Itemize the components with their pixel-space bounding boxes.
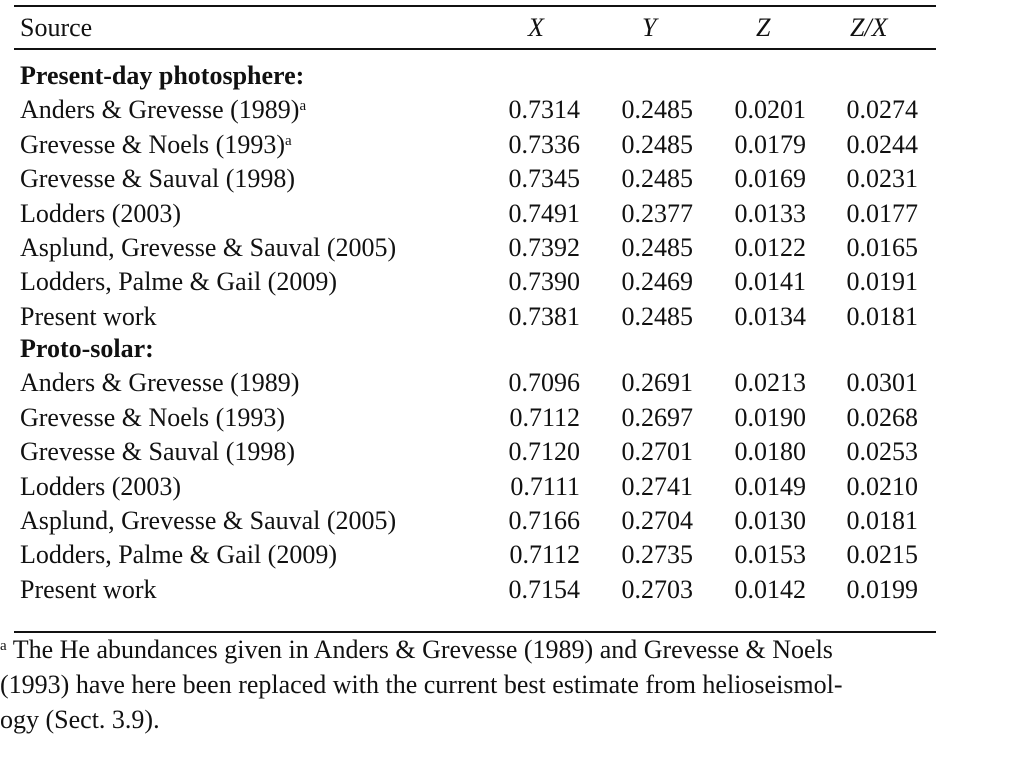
- cell-z: 0.0201: [734, 95, 806, 125]
- cell-zx: 0.0253: [846, 437, 918, 467]
- row-source: [20, 437, 295, 467]
- source-name: Grevesse & Sauval (1998): [20, 164, 296, 194]
- header-z-over-x: Z/X: [850, 13, 888, 42]
- source-name: Lodders, Palme & Gail (2009): [20, 267, 337, 297]
- source-name: Grevesse & Sauval (1998): [20, 437, 296, 467]
- cell-z: 0.0179: [734, 129, 806, 159]
- footnote-text-1: The He abundances given in Anders & Grevesse (1989) and Grevesse & Noels: [12, 635, 833, 664]
- row-source: [20, 233, 396, 263]
- cell-z: 0.0213: [734, 368, 806, 398]
- cell-y: 0.2701: [621, 437, 693, 467]
- cell-zx: 0.0199: [846, 574, 918, 604]
- cell-x: 0.7390: [508, 267, 580, 297]
- row-source: [20, 130, 292, 160]
- cell-zx: 0.0244: [846, 129, 918, 159]
- cell-y: 0.2377: [621, 198, 693, 228]
- cell-zx: 0.0177: [846, 198, 918, 228]
- section-title: Present-day photosphere:: [20, 61, 305, 90]
- footnote-line-3: ogy (Sect. 3.9).: [0, 705, 160, 734]
- row-source: [20, 540, 337, 570]
- cell-x: 0.7345: [508, 164, 580, 194]
- cell-y: 0.2741: [621, 471, 693, 501]
- cell-x: 0.7111: [510, 471, 580, 501]
- cell-y: 0.2691: [621, 368, 693, 398]
- cell-x: 0.7381: [508, 301, 580, 331]
- cell-y: 0.2735: [621, 540, 693, 570]
- footnote-line-1: [0, 633, 833, 667]
- source-name: Anders & Grevesse (1989): [20, 368, 300, 398]
- cell-zx: 0.0274: [846, 95, 918, 125]
- row-source: [20, 403, 285, 433]
- source-name: Grevesse & Noels (1993): [20, 402, 285, 432]
- cell-z: 0.0190: [734, 402, 806, 432]
- source-name: Present work: [20, 301, 157, 331]
- cell-y: 0.2704: [621, 506, 693, 535]
- row-source: [20, 267, 337, 297]
- row-source: [20, 506, 396, 536]
- cell-y: 0.2485: [621, 301, 693, 331]
- cell-y: 0.2703: [621, 574, 693, 604]
- source-name: Lodders, Palme & Gail (2009): [20, 540, 337, 570]
- source-name: Grevesse & Noels (1993): [20, 129, 285, 159]
- cell-zx: 0.0181: [846, 506, 918, 535]
- cell-y: 0.2697: [621, 402, 693, 432]
- cell-x: 0.7154: [508, 574, 580, 604]
- cell-z: 0.0133: [734, 198, 806, 228]
- header-z: Z: [756, 13, 771, 42]
- cell-x: 0.7112: [509, 540, 580, 570]
- cell-z: 0.0142: [734, 574, 806, 604]
- cell-zx: 0.0191: [846, 267, 918, 297]
- cell-zx: 0.0210: [846, 471, 918, 501]
- cell-z: 0.0134: [734, 301, 806, 331]
- cell-x: 0.7120: [508, 437, 580, 467]
- footnote-ref: a: [285, 132, 292, 149]
- cell-zx: 0.0231: [846, 164, 918, 194]
- row-source: [20, 472, 181, 502]
- row-source: [20, 368, 299, 398]
- cell-x: 0.7166: [508, 506, 580, 535]
- cell-x: 0.7491: [508, 198, 580, 228]
- source-name: Lodders (2003): [20, 198, 182, 228]
- header-x: X: [528, 13, 544, 42]
- cell-zx: 0.0301: [846, 368, 918, 398]
- row-source: [20, 199, 181, 229]
- row-source: [20, 95, 306, 125]
- cell-y: 0.2485: [621, 129, 693, 159]
- section-title: Proto-solar:: [20, 334, 154, 363]
- footnote-ref: a: [299, 98, 307, 115]
- header-y: Y: [642, 13, 657, 42]
- cell-y: 0.2485: [621, 164, 693, 194]
- cell-z: 0.0180: [734, 437, 806, 467]
- source-name: Lodders (2003): [20, 471, 182, 501]
- source-name: Asplund, Grevesse & Sauval (2005): [20, 506, 397, 535]
- cell-z: 0.0141: [734, 267, 806, 297]
- cell-z: 0.0130: [734, 506, 806, 535]
- row-source: [20, 164, 295, 194]
- footnote-mark: a: [0, 638, 7, 654]
- cell-z: 0.0149: [734, 471, 806, 501]
- cell-z: 0.0153: [734, 540, 806, 570]
- source-name: Asplund, Grevesse & Sauval (2005): [20, 233, 397, 262]
- cell-x: 0.7392: [508, 233, 580, 262]
- cell-zx: 0.0268: [846, 402, 918, 432]
- cell-zx: 0.0165: [846, 233, 918, 262]
- cell-x: 0.7096: [508, 368, 580, 398]
- cell-z: 0.0169: [734, 164, 806, 194]
- cell-y: 0.2469: [621, 267, 693, 297]
- header-source: Source: [20, 13, 93, 42]
- footnote-line-2: (1993) have here been replaced with the current best estimate from helioseismol-: [0, 670, 843, 699]
- cell-x: 0.7314: [508, 95, 580, 125]
- row-source: [20, 575, 156, 605]
- cell-y: 0.2485: [621, 233, 693, 262]
- cell-x: 0.7336: [508, 129, 580, 159]
- cell-zx: 0.0215: [846, 540, 918, 570]
- top-rule: [14, 5, 936, 7]
- cell-y: 0.2485: [621, 95, 693, 125]
- source-name: Anders & Grevesse (1989): [20, 95, 300, 125]
- cell-z: 0.0122: [734, 233, 806, 262]
- cell-x: 0.7112: [509, 402, 580, 432]
- cell-zx: 0.0181: [846, 301, 918, 331]
- header-rule: [14, 48, 936, 50]
- row-source: [20, 302, 156, 332]
- source-name: Present work: [20, 574, 157, 604]
